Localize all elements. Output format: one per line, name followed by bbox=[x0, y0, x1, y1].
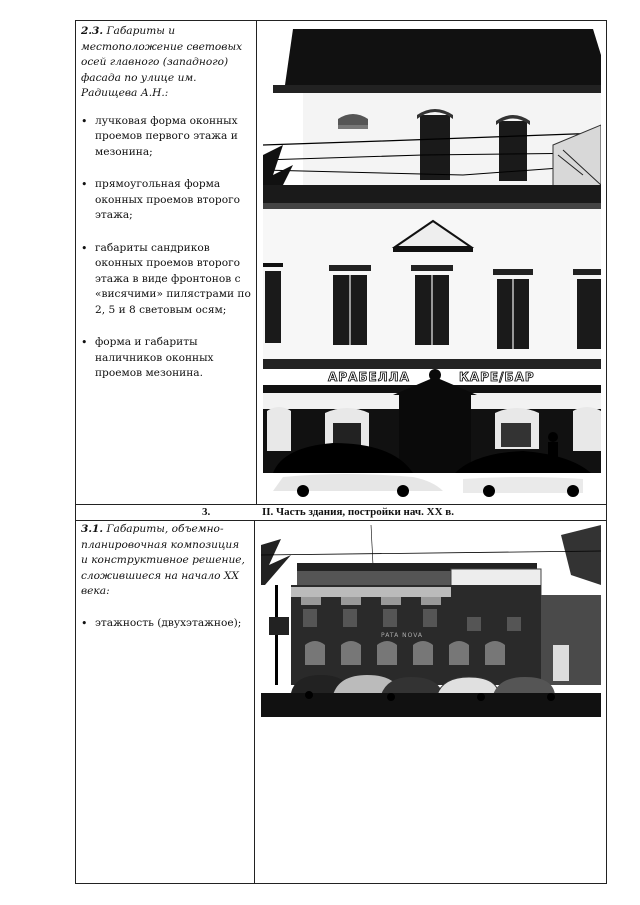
list-item: • этажность (двухэтажное); bbox=[81, 616, 249, 632]
row-2-3-heading-text: Габариты и местоположение световых осей главного (западного) фасада по улице им. Радищева А.Н.: bbox=[81, 25, 243, 99]
sign-arabella: АРАБЕЛЛА bbox=[328, 370, 410, 384]
row-3-1-heading bbox=[81, 522, 249, 600]
row-3-1-heading-text: Габариты, объемно-планировочная композиция и конструктивное решение, сложившиеся на начало XX века: bbox=[81, 523, 245, 597]
column-divider-bottom bbox=[254, 520, 255, 884]
facade-photo bbox=[263, 25, 601, 497]
row-3-1-number: 3.1. bbox=[81, 523, 104, 535]
row-2-3-text-cell bbox=[81, 24, 251, 382]
facade-photo-graphic bbox=[263, 25, 601, 497]
row-3-1-list bbox=[81, 616, 249, 632]
row-3-1-text-cell bbox=[81, 522, 249, 631]
building-photo bbox=[261, 525, 601, 717]
row-2-3-heading bbox=[81, 24, 251, 102]
building-photo-graphic bbox=[261, 525, 601, 717]
row-divider-bottom bbox=[75, 520, 607, 521]
sign-cafe-bar: КАРЕ/БАР bbox=[459, 370, 535, 384]
list-item: • прямоугольная форма оконных проемов второго этажа; bbox=[81, 177, 251, 224]
section-number: 3. bbox=[202, 506, 211, 518]
section-heading-row bbox=[76, 504, 606, 520]
row-2-3-list bbox=[81, 114, 251, 382]
row-2-3-number: 2.3. bbox=[81, 25, 104, 37]
section-title: II. Часть здания, постройки нач. XX в. bbox=[262, 506, 454, 518]
list-item: • форма и габариты наличников оконных проемов мезонина. bbox=[81, 335, 251, 382]
list-item: • габариты сандриков оконных проемов второго этажа в виде фронтонов с «висячими» пилястрами по 2, 5 и 8 световым осям; bbox=[81, 241, 251, 319]
sign-pata-nova: PATA NOVA bbox=[381, 632, 424, 639]
list-item: • лучковая форма оконных проемов первого этажа и мезонина; bbox=[81, 114, 251, 161]
column-divider-top bbox=[256, 20, 257, 504]
